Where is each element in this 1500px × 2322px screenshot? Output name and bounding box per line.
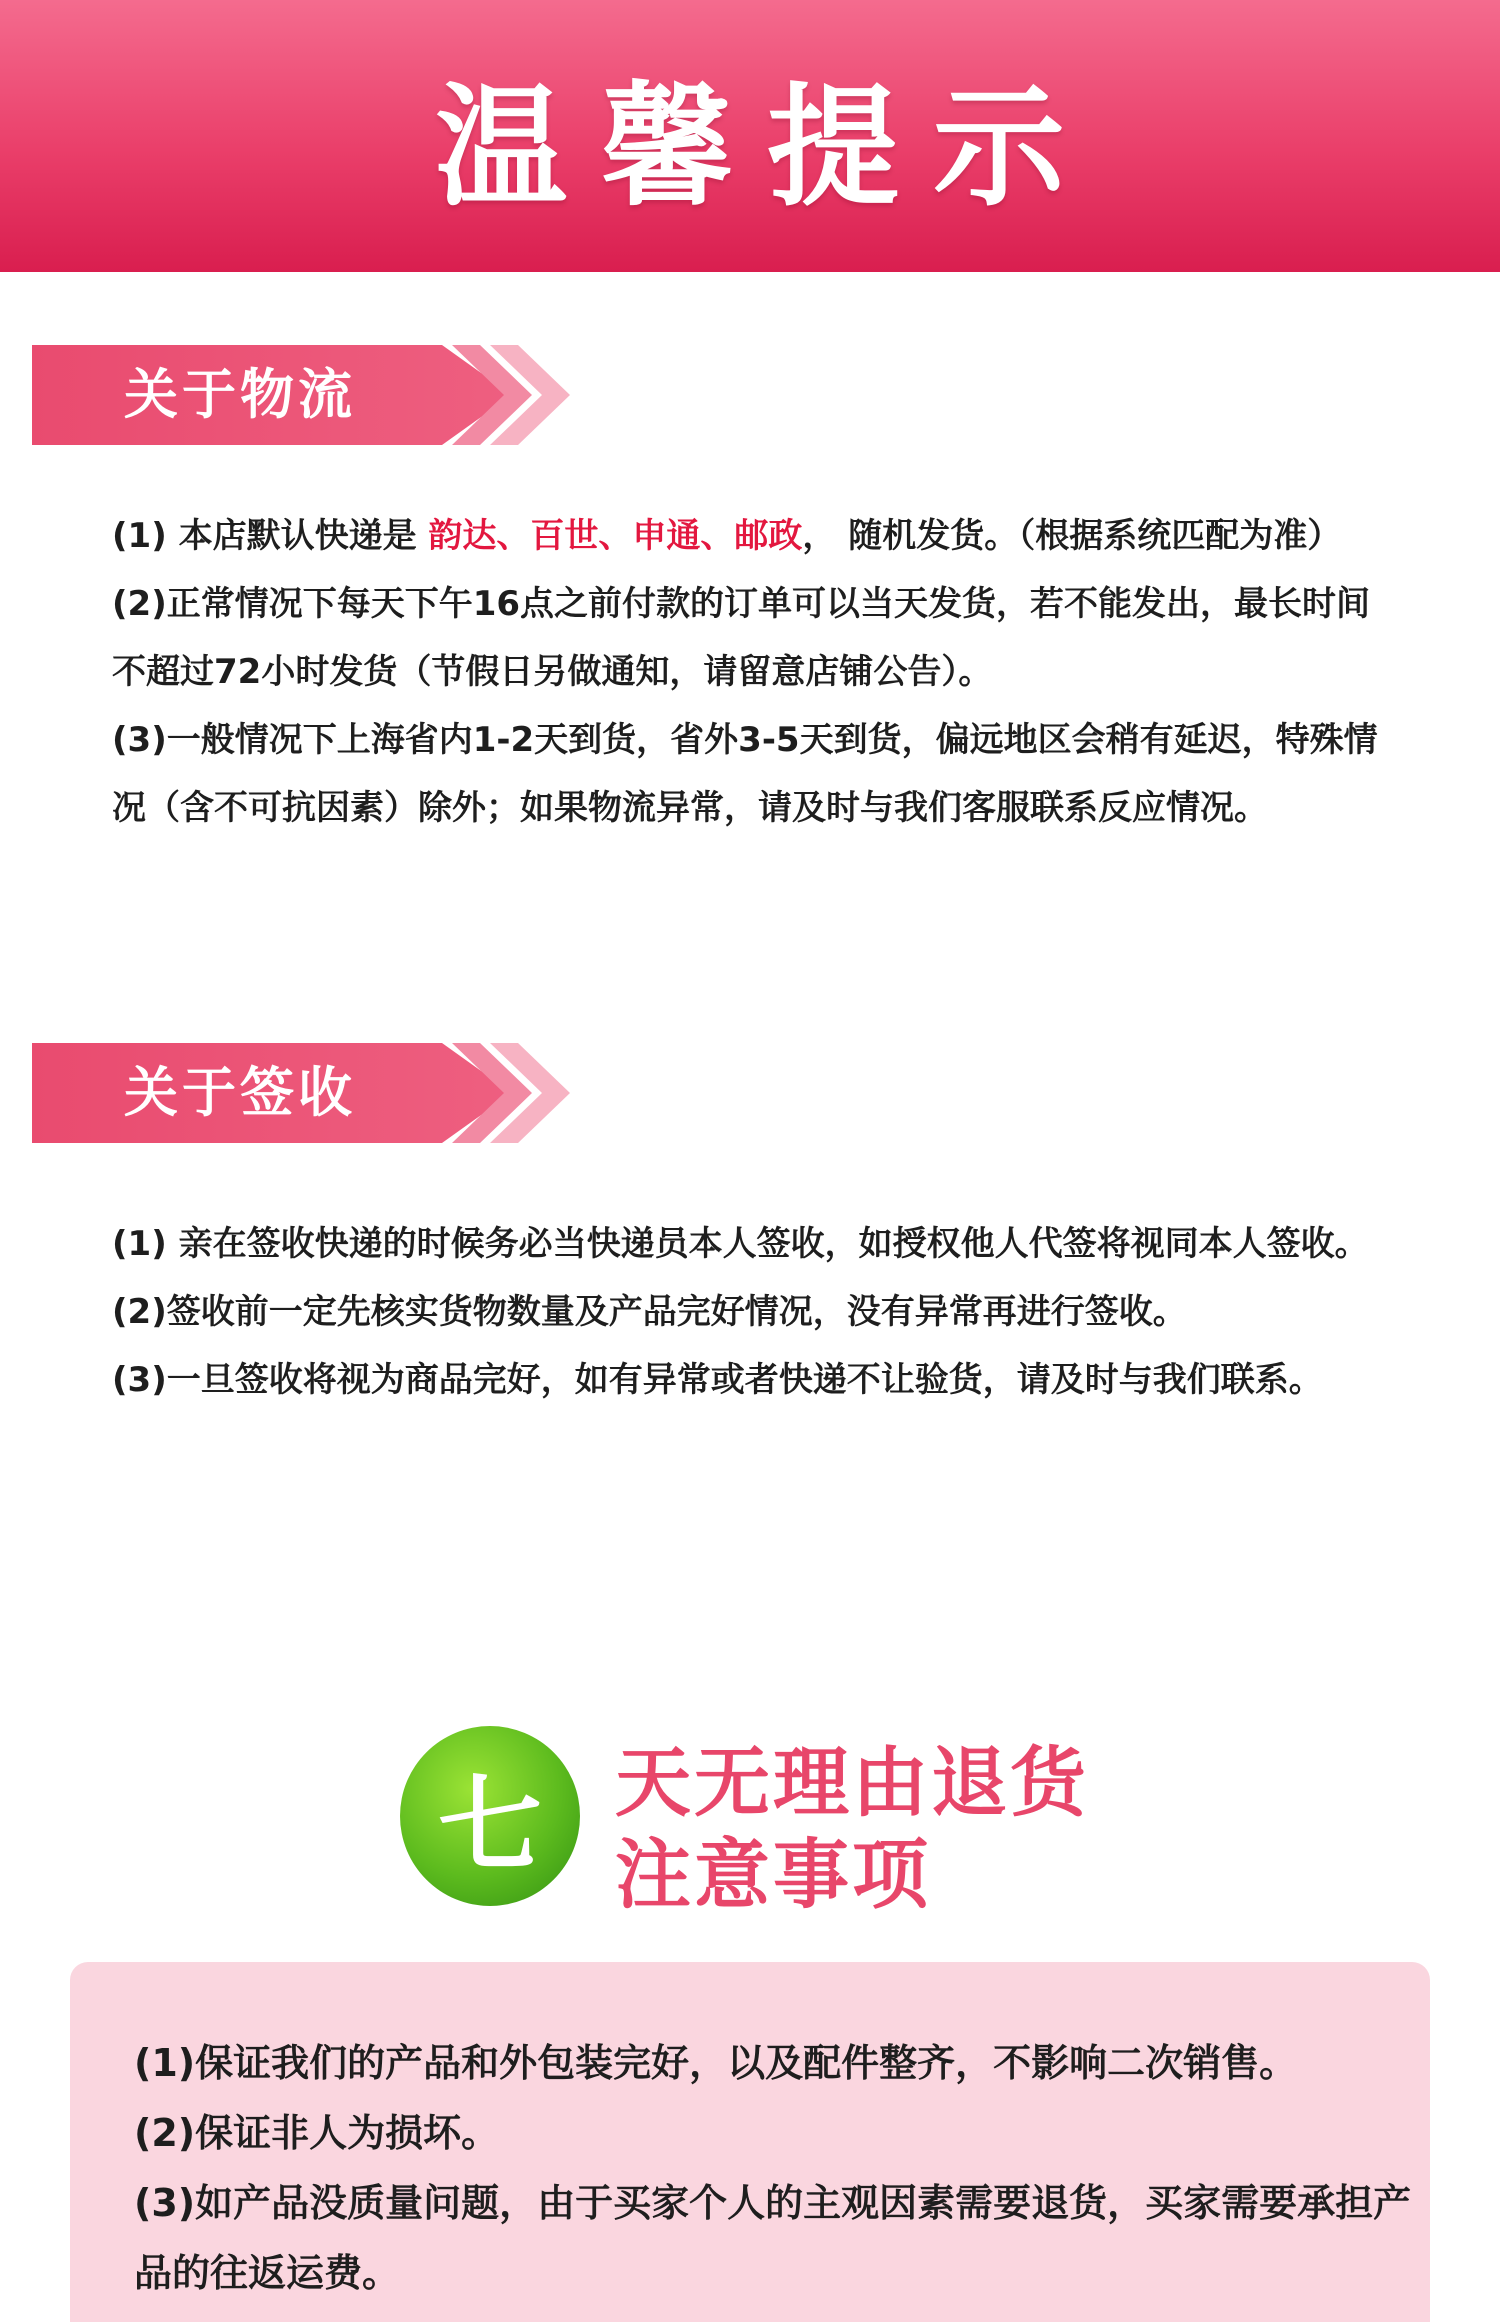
logistics-item-1-prefix: (1) 本店默认快递是 — [112, 516, 429, 556]
return-notes-text — [134, 2028, 1424, 2308]
return-item-1: (1)保证我们的产品和外包装完好，以及配件整齐，不影响二次销售。 — [134, 2041, 1298, 2085]
logistics-item-1-suffix: ， 随机发货。（根据系统匹配为准） — [802, 516, 1342, 556]
banner-title: 温馨提示 — [435, 71, 1099, 225]
logistics-item-3: (3)一般情况下上海省内1-2天到货，省外3-5天到货，偏远地区会稍有延迟，特殊情况（含不可抗因素）除外；如果物流异常，请及时与我们客服联系反应情况。 — [112, 720, 1378, 828]
seven-badge-icon: 七 — [400, 1726, 580, 1906]
receipt-heading: 关于签收 — [124, 1061, 356, 1124]
logistics-item-2: (2)正常情况下每天下午16点之前付款的订单可以当天发货，若不能发出，最长时间不超过72小时发货（节假日另做通知，请留意店铺公告）。 — [112, 584, 1371, 692]
return-item-2: (2)保证非人为损坏。 — [134, 2111, 500, 2155]
return-title-line-2: 注意事项 — [615, 1830, 931, 1919]
logistics-text — [112, 502, 1402, 842]
return-policy-title — [400, 1722, 1120, 1919]
return-item-3: (3)如产品没质量问题，由于买家个人的主观因素需要退货，买家需要承担产品的往返运费。 — [134, 2181, 1412, 2295]
carrier-list: 韵达、百世、申通、邮政 — [428, 516, 803, 556]
return-title-line-1: 天无理由退货 — [615, 1738, 1089, 1827]
receipt-item-2: (2)签收前一定先核实货物数量及产品完好情况，没有异常再进行签收。 — [112, 1292, 1187, 1332]
logistics-section-header — [32, 345, 542, 445]
logistics-heading: 关于物流 — [124, 363, 356, 426]
top-banner — [0, 0, 1500, 272]
receipt-item-1: (1) 亲在签收快递的时候务必当快递员本人签收，如授权他人代签将视同本人签收。 — [112, 1224, 1369, 1264]
receipt-section-header — [32, 1043, 542, 1143]
receipt-text — [112, 1210, 1402, 1414]
receipt-item-3: (3)一旦签收将视为商品完好，如有异常或者快递不让验货，请及时与我们联系。 — [112, 1360, 1323, 1400]
logistics-item-1 — [112, 502, 1402, 570]
